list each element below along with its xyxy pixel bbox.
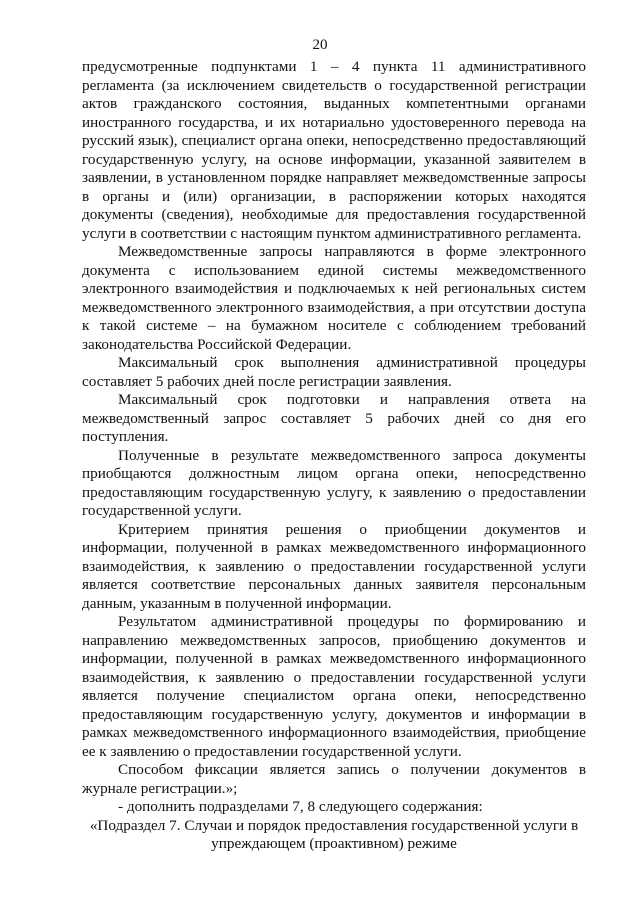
paragraph-documents-attached: Полученные в результате межведомственного запроса документы приобщаются должностным лицом органа опеки, непосредственно предоставляющим государственную услугу, к заявлению о предоставлении государственной услуги. <box>82 446 586 519</box>
page-number: 20 <box>312 37 328 53</box>
paragraph-decision-criterion: Критерием принятия решения о приобщении документов и информации, полученной в рамках межведомственного информационного взаимодействия, к заявлению о предоставлении государственной услуги является соответствие персональных данных заявителя персональным данным, указанным в полученной информации. <box>82 520 586 612</box>
paragraph-amendment-intro: - дополнить подразделами 7, 8 следующего содержания: <box>118 798 483 815</box>
paragraph-max-procedure-term: Максимальный срок выполнения административной процедуры составляет 5 рабочих дней после регистрации заявления. <box>82 354 586 390</box>
paragraph-procedure-result: Результатом административной процедуры по формированию и направлению межведомственных запросов, приобщению документов и информации, полученной в рамках межведомственного информационного взаимодействия, к заявлению о предоставлении государственной услуги является получение специалистом органа опеки, непосредственно предоставляющим государственную услугу, документов и информации в рамках межведомственного информационного взаимодействия, приобщение ее к заявлению о предоставлении государственной услуги. <box>82 613 586 760</box>
paragraph-interagency-requests-form: Межведомственные запросы направляются в форме электронного документа с использованием единой системы межведомственного электронного взаимодействия и подключаемых к ней региональных систем межведомственного электронного взаимодействия, а при отсутствии доступа к такой системе – на бумажном носителе с соблюдением требований законодательства Российской Федерации. <box>82 243 586 353</box>
paragraph-max-response-term: Максимальный срок подготовки и направления ответа на межведомственный запрос составляет 5 рабочих дней со дня его поступления. <box>82 391 586 445</box>
subsection-heading: «Подраздел 7. Случаи и порядок предоставления государственной услуги в упреждающем (проактивном) режиме <box>89 816 579 852</box>
paragraph-recording-method: Способом фиксации является запись о получении документов в журнале регистрации.»; <box>82 761 586 797</box>
document-body <box>82 58 586 854</box>
paragraph-continuation: предусмотренные подпунктами 1 – 4 пункта 11 административного регламента (за исключением свидетельств о государственной регистрации актов гражданского состояния, выданных компетентными органами иностранного государства, и их нотариально удостоверенного перевода на русский язык), специалист органа опеки, непосредственно предоставляющий государственную услугу, на основе информации, указанной заявителем в заявлении, в установленном порядке направляет межведомственные запросы в органы и (или) организации, в распоряжении которых находятся документы (сведения), необходимые для предоставления государственной услуги в соответствии с настоящим пунктом административного регламента. <box>82 58 586 242</box>
